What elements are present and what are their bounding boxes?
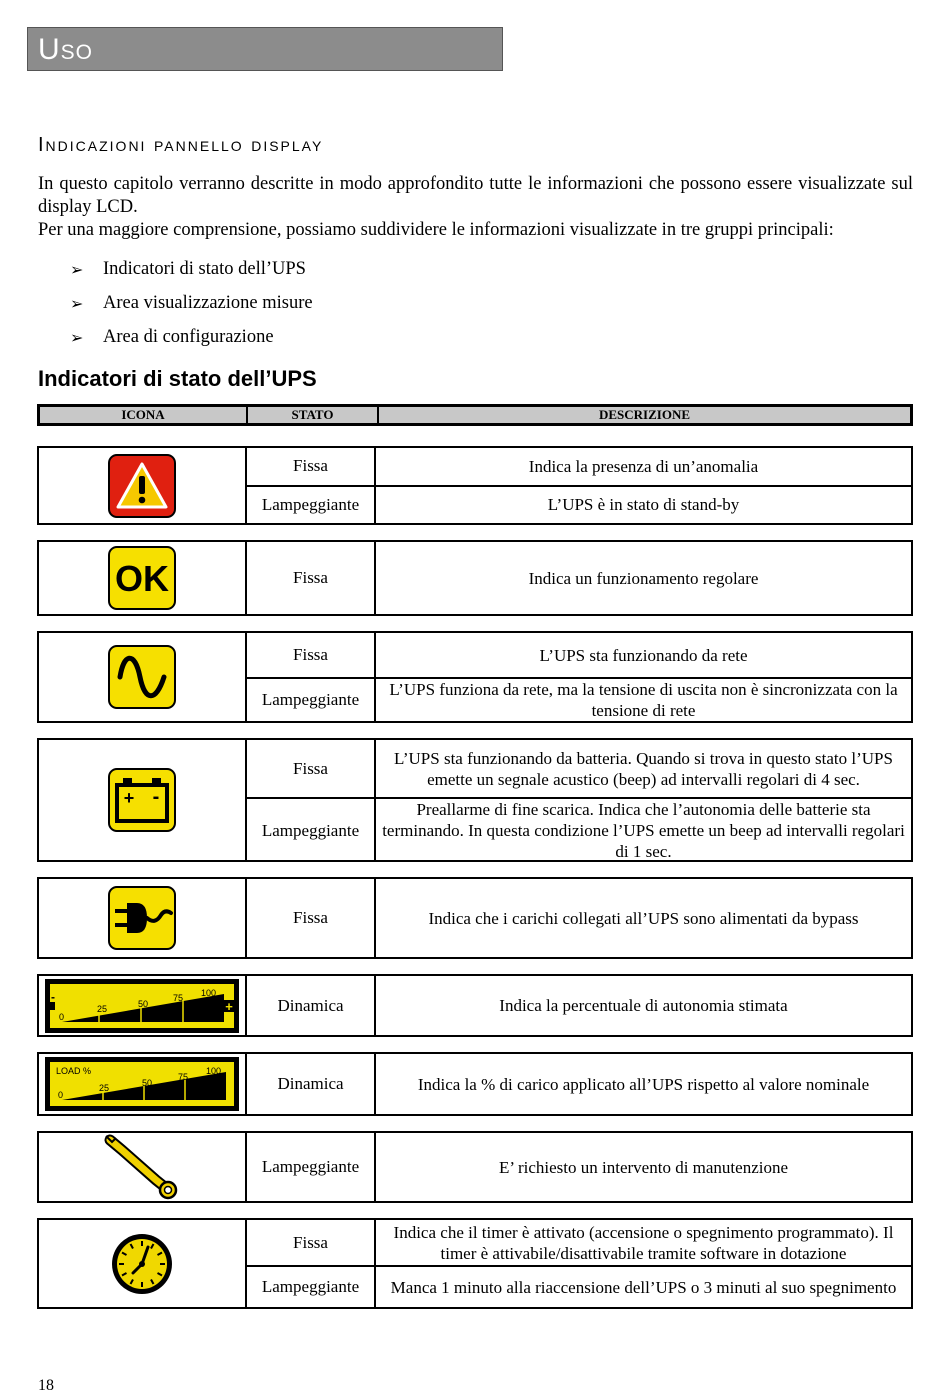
svg-text:25: 25 (97, 1003, 108, 1014)
table-row (37, 1218, 913, 1309)
svg-text:50: 50 (138, 998, 149, 1009)
description-cell: L’UPS sta funzionando da rete (539, 645, 748, 665)
icon-cell (39, 542, 247, 614)
description-cell: Indica che i carichi collegati all’UPS sono alimentati da bypass (428, 908, 859, 928)
state-cell: Dinamica (247, 1054, 376, 1114)
description-cell: L’UPS funziona da rete, ma la tensione di uscita non è sincronizzata con la tensione di rete (389, 680, 898, 720)
svg-text:LOAD %: LOAD % (56, 1066, 92, 1076)
svg-text:25: 25 (99, 1083, 110, 1093)
ok-icon (107, 545, 177, 611)
icon-cell (39, 879, 247, 957)
table-row (37, 1052, 913, 1116)
svg-text:-: - (152, 786, 160, 808)
intro-text (38, 173, 913, 242)
arrow-bullet-icon: ➢ (70, 293, 84, 313)
svg-text:75: 75 (178, 1072, 189, 1082)
svg-text:100: 100 (206, 1066, 222, 1076)
state-cell: Lampeggiante (247, 1133, 376, 1201)
svg-text:100: 100 (201, 987, 217, 998)
description-cell: E’ richiesto un intervento di manutenzione (498, 1157, 789, 1177)
table-row (37, 974, 913, 1037)
svg-text:0: 0 (59, 1011, 65, 1022)
list-item: ➢ Area visualizzazione misure (70, 292, 313, 313)
clock-icon (109, 1231, 175, 1297)
intro-paragraph-1: In questo capitolo verranno descritte in modo approfondito tutte le informazioni che possono essere visualizzate sul display LCD. (38, 174, 913, 217)
description-cell: Indica la presenza di un’anomalia (528, 456, 759, 476)
state-cell: Lampeggiante (247, 487, 376, 524)
state-cell: Lampeggiante (247, 679, 376, 721)
chapter-heading: Indicazioni pannello display (38, 134, 324, 156)
table-row (37, 877, 913, 959)
state-cell: Lampeggiante (247, 1267, 376, 1307)
icon-cell (39, 1133, 247, 1201)
svg-text:75: 75 (173, 992, 184, 1003)
icon-cell (39, 633, 247, 721)
list-item: ➢ Indicatori di stato dell’UPS (70, 258, 306, 279)
table-row (37, 631, 913, 723)
load-level-bar-icon (44, 1056, 240, 1112)
state-cell: Fissa (247, 448, 376, 485)
svg-text:-: - (51, 989, 55, 1004)
icon-cell (39, 976, 247, 1035)
svg-text:OK: OK (115, 558, 169, 599)
warning-icon (107, 453, 177, 519)
description-cell: L’UPS è in stato di stand-by (547, 495, 740, 515)
list-item: ➢ Area di configurazione (70, 326, 274, 347)
arrow-bullet-icon: ➢ (70, 327, 84, 347)
description-cell: Indica un funzionamento regolare (528, 568, 759, 588)
description-cell: Indica che il timer è attivato (accensione o spegnimento programmato). Il timer è attivabile/disattivabile tramite software in dotazione (393, 1222, 894, 1263)
svg-text:+: + (123, 788, 135, 808)
state-cell: Fissa (247, 879, 376, 957)
table-row (37, 1131, 913, 1203)
description-cell: Indica la percentuale di autonomia stimata (499, 996, 788, 1015)
table-header (37, 404, 913, 426)
intro-paragraph-2: Per una maggiore comprensione, possiamo suddividere le informazioni visualizzate in tre gruppi principali: (38, 220, 834, 240)
state-cell: Fissa (247, 633, 376, 677)
icon-cell (39, 448, 247, 523)
state-cell: Fissa (247, 542, 376, 614)
table-row (37, 738, 913, 862)
description-cell: Indica la % di carico applicato all’UPS rispetto al valore nominale (417, 1074, 870, 1094)
section-title: Uso (38, 33, 94, 66)
arrow-bullet-icon: ➢ (70, 259, 84, 279)
state-cell: Fissa (247, 740, 376, 797)
state-cell: Dinamica (247, 976, 376, 1035)
status-indicators-heading: Indicatori di stato dell’UPS (38, 366, 317, 391)
description-cell: Manca 1 minuto alla riaccensione dell’UPS o 3 minuti al suo spegnimento (390, 1277, 897, 1297)
sine-wave-icon (107, 644, 177, 710)
battery-level-bar-icon (44, 978, 240, 1034)
state-cell: Lampeggiante (247, 799, 376, 862)
battery-icon (107, 767, 177, 833)
svg-text:+: + (225, 998, 233, 1014)
groups-list (70, 252, 313, 354)
icon-cell (39, 1220, 247, 1307)
svg-text:50: 50 (142, 1078, 153, 1088)
header-description: DESCRIZIONE (598, 407, 691, 422)
wrench-icon (102, 1134, 182, 1200)
header-icon: ICONA (40, 407, 248, 423)
icon-cell (39, 740, 247, 860)
description-cell: Preallarme di fine scarica. Indica che l’autonomia delle batterie sta terminando. In questa condizione l’UPS emette un beep ad intervalli regolari di 1 sec. (382, 800, 905, 861)
section-title-bar (27, 27, 503, 71)
header-state: STATO (248, 407, 379, 423)
plug-icon (107, 885, 177, 951)
icon-cell (39, 1054, 247, 1114)
state-cell: Fissa (247, 1220, 376, 1265)
page-number: 18 (38, 1377, 54, 1394)
svg-text:0: 0 (58, 1090, 64, 1100)
table-row (37, 446, 913, 525)
description-cell: L’UPS sta funzionando da batteria. Quando si trova in questo stato l’UPS emette un segnale acustico (beep) ad intervalli regolari di 4 sec. (394, 748, 893, 789)
table-row (37, 540, 913, 616)
